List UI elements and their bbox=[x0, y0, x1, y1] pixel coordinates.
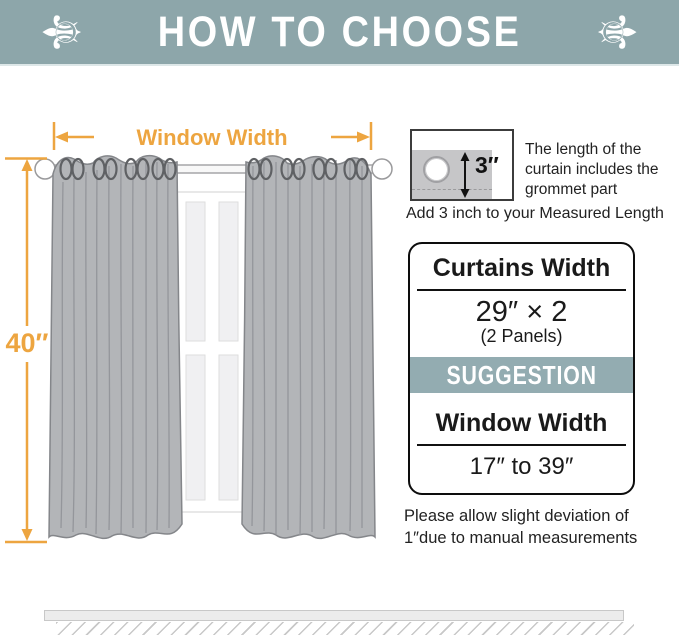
measurement-deviation-note: Please allow slight deviation of 1″due to manual measurements bbox=[404, 507, 638, 547]
grommet-diagram bbox=[410, 129, 514, 201]
floor-hatching bbox=[56, 622, 634, 635]
height-label: 40″ bbox=[5, 328, 49, 358]
curtains-width-title: Curtains Width bbox=[432, 254, 611, 282]
size-suggestion-box bbox=[408, 242, 635, 495]
floor-bar bbox=[44, 610, 624, 621]
window-curtain-illustration bbox=[0, 100, 400, 570]
header-bar bbox=[0, 0, 679, 66]
grommet-depth-label: 3″ bbox=[475, 152, 499, 178]
grommet-hole-icon bbox=[423, 156, 450, 183]
height-dimension bbox=[5, 159, 49, 543]
page-title: HOW TO CHOOSE bbox=[157, 7, 522, 56]
window-width-value: 17″ to 39″ bbox=[469, 453, 574, 480]
suggestion-label: SUGGESTION bbox=[446, 359, 597, 390]
window-width-title: Window Width bbox=[435, 409, 608, 437]
window-width-dimension bbox=[54, 122, 371, 150]
suggestion-band bbox=[410, 357, 633, 393]
divider-top bbox=[417, 289, 626, 291]
grommet-side-note: The length of the curtain includes the grommet part bbox=[525, 141, 659, 198]
curtain-panel-left bbox=[49, 156, 182, 539]
fleur-de-lis-right-icon: ⚜ bbox=[585, 8, 646, 56]
curtain-panel-right bbox=[242, 156, 375, 538]
window-width-label: Window Width bbox=[136, 125, 288, 150]
panels-note: (2 Panels) bbox=[480, 326, 563, 346]
fleur-de-lis-left-icon: ⚜ bbox=[33, 8, 94, 56]
grommet-depth-arrow-icon bbox=[458, 152, 472, 198]
curtains-width-value: 29″ × 2 bbox=[475, 296, 568, 328]
divider-bottom bbox=[417, 444, 626, 446]
window-frame bbox=[176, 192, 248, 512]
grommet-stitch-line bbox=[412, 189, 492, 190]
grommet-add-note: Add 3 inch to your Measured Length bbox=[406, 205, 664, 222]
